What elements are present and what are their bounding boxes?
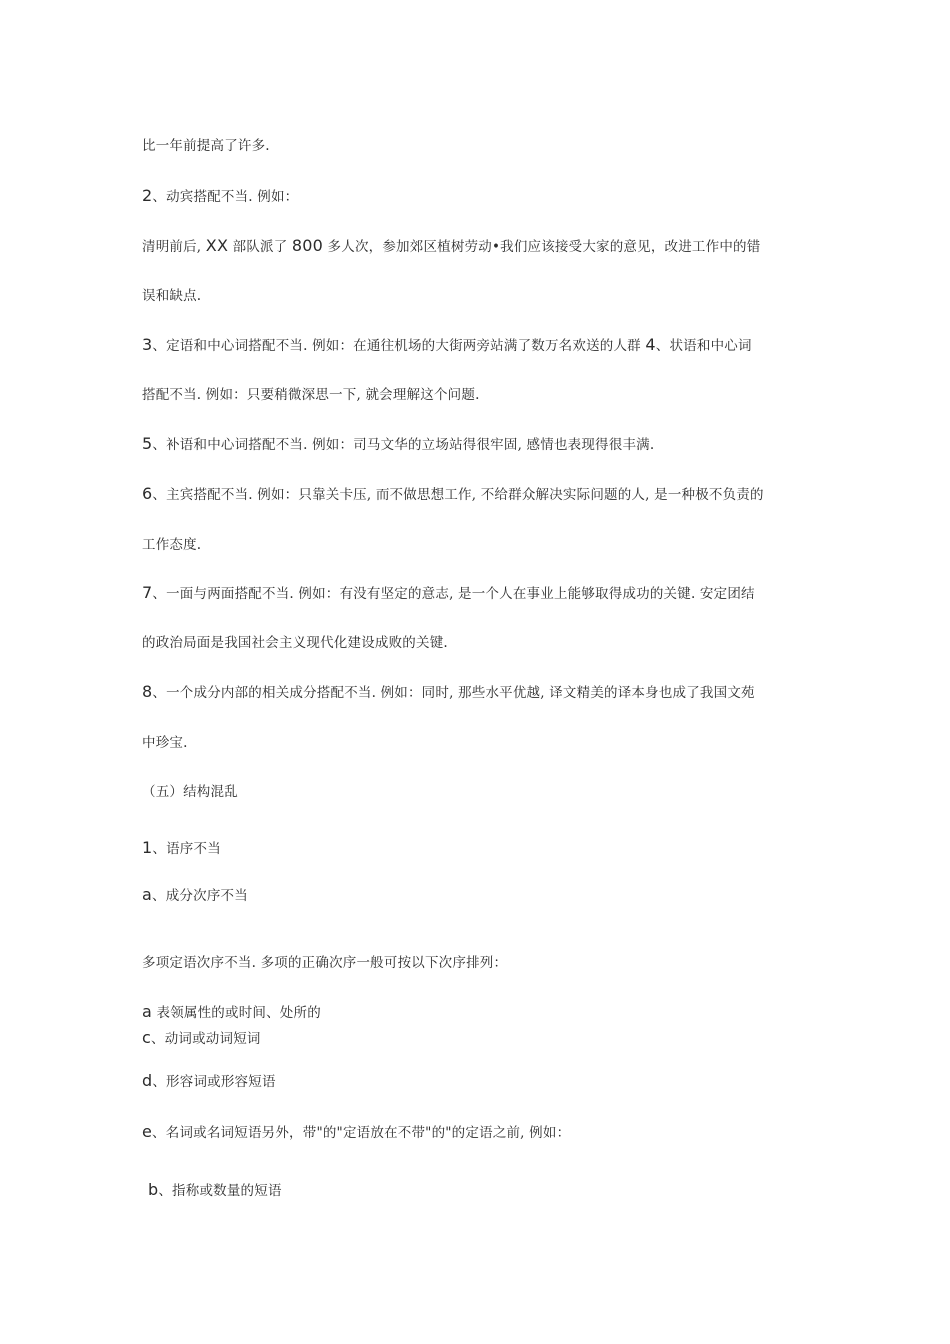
list-item — [142, 1028, 261, 1049]
line-text: 多人次，参加郊区植树劳动•我们应该接受大家的意见，改进工作中的错 — [323, 239, 761, 255]
item-number: 6 — [142, 484, 153, 503]
item-letter: d — [142, 1071, 153, 1090]
line-text: 、形容词或形容短语 — [152, 1074, 276, 1090]
text-line — [142, 535, 201, 555]
list-item — [142, 1122, 570, 1143]
line-text: 多项定语次序不当. 多项的正确次序一般可按以下次序排列： — [142, 955, 508, 971]
line-text: 部队派了 — [228, 239, 292, 255]
line-text: 比一年前提高了许多. — [142, 138, 270, 154]
item-letter: c — [142, 1028, 151, 1047]
list-item — [142, 1071, 276, 1092]
line-text: 、动词或动词短词 — [151, 1031, 261, 1047]
item-number: 5 — [142, 434, 153, 453]
line-text: 误和缺点. — [142, 288, 202, 304]
item-number: 3 — [142, 335, 153, 354]
item-number: 4 — [645, 335, 656, 354]
list-item — [142, 838, 221, 859]
line-text: 、动宾搭配不当. 例如： — [152, 189, 299, 205]
inline-number: 800 — [291, 236, 324, 255]
line-text: 、一个成分内部的相关成分搭配不当. 例如：同时, 那些水平优越, 译文精美的译本身也成了我国文苑 — [152, 685, 755, 701]
list-item — [142, 335, 752, 356]
item-number: 7 — [142, 583, 153, 602]
line-text: 、定语和中心词搭配不当. 例如：在通往机场的大街两旁站满了数万名欢送的人群 — [152, 338, 646, 354]
line-text: 、主宾搭配不当. 例如：只靠关卡压, 而不做思想工作, 不给群众解决实际问题的人, 是一种极不负责的 — [152, 487, 764, 503]
item-number: 1 — [142, 838, 153, 857]
list-item — [142, 434, 654, 455]
line-text: 、名词或名词短语另外，带"的"定语放在不带"的"的定语之前, 例如： — [152, 1125, 571, 1141]
item-letter: a — [142, 1002, 153, 1021]
line-text: 的政治局面是我国社会主义现代化建设成败的关键. — [142, 635, 448, 651]
line-text: 、补语和中心词搭配不当. 例如：司马文华的立场站得很牢固, 感情也表现得很丰满. — [152, 437, 655, 453]
item-number: 8 — [142, 682, 153, 701]
section-heading — [142, 782, 238, 802]
line-text: 搭配不当. 例如：只要稍微深思一下, 就会理解这个问题. — [142, 387, 480, 403]
text-line — [142, 953, 507, 973]
item-number: 2 — [142, 186, 153, 205]
text-line — [142, 286, 201, 306]
list-item — [142, 583, 755, 604]
text-line — [142, 385, 480, 405]
list-item — [142, 186, 298, 207]
line-text: 、一面与两面搭配不当. 例如：有没有坚定的意志, 是一个人在事业上能够取得成功的关键. 安定团结 — [152, 586, 755, 602]
text-line — [142, 236, 760, 257]
text-line — [142, 136, 270, 156]
inline-number: XX — [205, 236, 229, 255]
line-text: 工作态度. — [142, 537, 202, 553]
line-text: （五）结构混乱 — [142, 784, 238, 800]
text-line — [142, 633, 448, 653]
list-item — [142, 484, 764, 505]
text-line — [142, 733, 188, 753]
line-text: 表领属性的或时间、处所的 — [152, 1005, 321, 1021]
line-text: 、语序不当 — [152, 841, 221, 857]
list-item — [142, 1002, 321, 1023]
list-item — [142, 682, 755, 703]
line-text: 、成分次序不当 — [152, 888, 248, 904]
item-letter: b — [148, 1180, 159, 1199]
list-item — [142, 885, 248, 906]
line-text: 、状语和中心词 — [655, 338, 752, 354]
line-text: 中珍宝. — [142, 735, 188, 751]
item-letter: a — [142, 885, 153, 904]
list-item — [148, 1180, 282, 1201]
line-text: 、指称或数量的短语 — [158, 1183, 282, 1199]
line-text: 清明前后, — [142, 239, 206, 255]
item-letter: e — [142, 1122, 153, 1141]
